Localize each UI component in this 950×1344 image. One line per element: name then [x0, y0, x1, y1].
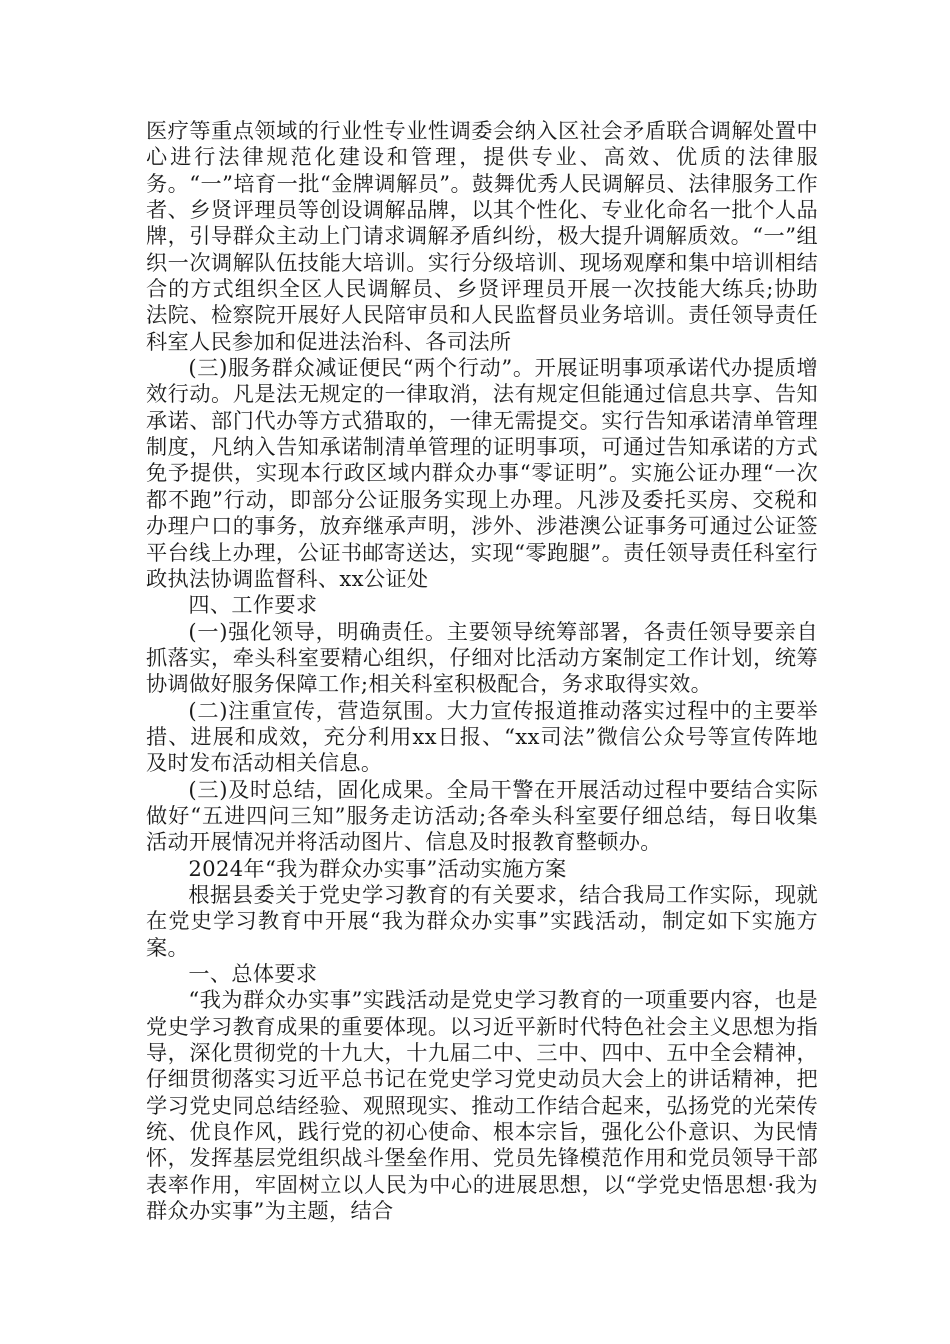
paragraph-intro: 根据县委关于党史学习教育的有关要求，结合我局工作实际，现就在党史学习教育中开展“我为群众办实事”实践活动，制定如下实施方案。 — [146, 881, 818, 960]
paragraph-continued: 医疗等重点领域的行业性专业性调委会纳入区社会矛盾联合调解处置中心进行法律规范化建设和管理，提供专业、高效、优质的法律服务。“一”培育一批“金牌调解员”。鼓舞优秀人民调解员、法律服务工作者、乡贤评理员等创设调解品牌，以其个性化、专业化命名一批个人品牌，引导群众主动上门请求调解矛盾纠纷，极大提升调解质效。“一”组织一次调解队伍技能大培训。实行分级培训、现场观摩和集中培训相结合的方式组织全区人民调解员、乡贤评理员开展一次技能大练兵;协助法院、检察院开展好人民陪审员和人民监督员业务培训。责任领导责任科室人民参加和促进法治科、各司法所 — [146, 118, 818, 354]
paragraph-overall: “我为群众办实事”实践活动是党史学习教育的一项重要内容，也是党史学习教育成果的重要体现。以习近平新时代特色社会主义思想为指导，深化贯彻党的十九大，十九届二中、三中、四中、五中全会精神，仔细贯彻落实习近平总书记在党史学习党史动员大会上的讲话精神，把学习党史同总结经验、观照现实、推动工作结合起来，弘扬党的光荣传统、优良作风，践行党的初心使命、根本宗旨，强化公仆意识、为民情怀，发挥基层党组织战斗堡垒作用、党员先锋模范作用和党员领导干部表率作用，牢固树立以人民为中心的进展思想，以“学党史悟思想·我为群众办实事”为主题，结合 — [146, 987, 818, 1224]
paragraph-service-actions: (三)服务群众减证便民“两个行动”。开展证明事项承诺代办提质增效行动。凡是法无规定的一律取消，法有规定但能通过信息共享、告知承诺、部门代办等方式猎取的，一律无需提交。实行告知承诺清单管理制度，凡纳入告知承诺制清单管理的证明事项，可通过告知承诺的方式免予提供，实现本行政区域内群众办事“零证明”。实施公证办理“一次都不跑”行动，即部分公证服务实现上办理。凡涉及委托买房、交税和办理户口的事务，放弃继承声明，涉外、涉港澳公证事务可通过公证签平台线上办理，公证书邮寄送达，实现“零跑腿”。责任领导责任科室行政执法协调监督科、xx公证处 — [146, 355, 818, 591]
section-heading-work-requirements: 四、工作要求 — [188, 592, 318, 618]
paragraph-leadership: (一)强化领导，明确责任。主要领导统筹部署，各责任领导要亲自抓落实，牵头科室要精心组织，仔细对比活动方案制定工作计划，统筹协调做好服务保障工作;相关科室积极配合，务求取得实效。 — [146, 618, 818, 697]
paragraph-summary: (三)及时总结，固化成果。全局干警在开展活动过程中要结合实际做好“五进四问三知”服务走访活动;各牵头科室要仔细总结，每日收集活动开展情况并将活动图片、信息及时报教育整顿办。 — [146, 776, 818, 855]
document-page — [146, 118, 818, 1224]
section-heading-overall-requirements: 一、总体要求 — [188, 961, 318, 986]
document-title: 2024年“我为群众办实事”活动实施方案 — [188, 855, 567, 881]
paragraph-publicity: (二)注重宣传，营造氛围。大力宣传报道推动落实过程中的主要举措、进展和成效，充分利用xx日报、“xx司法”微信公众号等宣传阵地及时发布活动相关信息。 — [146, 697, 818, 776]
